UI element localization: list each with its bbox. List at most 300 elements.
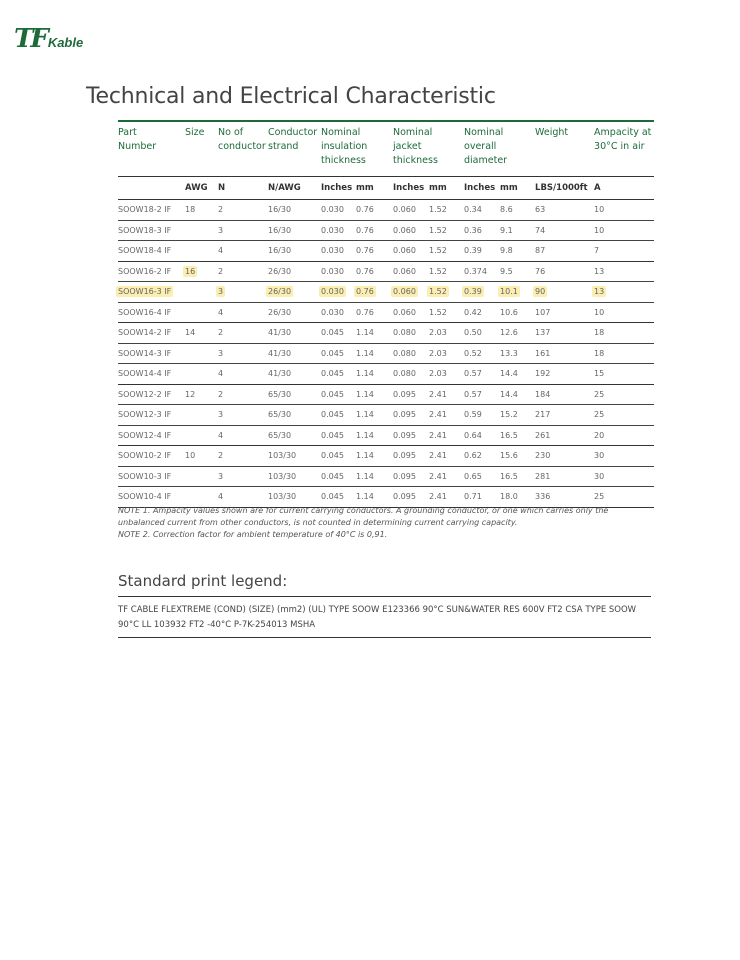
table-cell [321, 261, 356, 282]
table-cell [594, 466, 654, 487]
unit-cell: AWG [185, 176, 218, 200]
cell-value: 0.030 [321, 266, 344, 276]
note-2: NOTE 2. Correction factor for ambient temperature of 40°C is 0,91. [118, 530, 388, 539]
table-cell [393, 281, 429, 302]
cell-value: 41/30 [268, 328, 292, 338]
cell-value: 2.41 [429, 471, 447, 481]
table-cell [393, 240, 429, 261]
cell-value: 16/30 [268, 225, 292, 235]
table-cell [594, 200, 654, 220]
table-cell [268, 261, 321, 282]
cell-value: 0.030 [321, 246, 344, 256]
cell-value: 90 [535, 287, 546, 297]
table-cell [429, 425, 464, 446]
header-line: Conductor [268, 127, 318, 138]
table-cell [218, 302, 268, 323]
table-cell [535, 302, 594, 323]
unit-cell: mm [429, 176, 464, 200]
cell-value [183, 477, 187, 479]
table-cell [118, 322, 185, 343]
table-cell [321, 425, 356, 446]
table-cell [393, 220, 429, 241]
header-no-of-conductor [218, 120, 268, 176]
table-cell [535, 343, 594, 364]
table-cell [118, 281, 185, 302]
table-cell [500, 384, 535, 405]
cell-value: 1.14 [356, 430, 374, 440]
cell-value: 74 [535, 225, 546, 235]
spec-table [118, 120, 654, 508]
logo-word: Kable [47, 35, 84, 50]
table-cell [464, 404, 500, 425]
cell-value: 9.1 [500, 225, 513, 235]
table-cell [464, 220, 500, 241]
cell-value: 0.060 [393, 246, 416, 256]
cell-value: 20 [594, 430, 605, 440]
cell-value: 230 [535, 451, 551, 461]
header-line: Nominal [464, 127, 504, 138]
table-cell [268, 445, 321, 466]
header-size [185, 120, 218, 176]
table-cell [393, 384, 429, 405]
table-cell [356, 363, 393, 384]
table-cell [535, 363, 594, 384]
cell-value: 2 [218, 328, 224, 338]
header-line: strand [268, 141, 299, 152]
cell-value: SOOW12-2 IF [118, 389, 172, 399]
cell-value: 0.39 [464, 246, 482, 256]
table-cell [268, 466, 321, 487]
cell-value: 10 [594, 225, 605, 235]
cell-value: 0.71 [464, 492, 482, 502]
cell-value: 65/30 [268, 410, 292, 420]
cell-value: 30 [594, 471, 605, 481]
cell-value: 9.8 [500, 246, 513, 256]
table-cell [500, 322, 535, 343]
cell-value: 217 [535, 410, 551, 420]
cell-value: 65/30 [268, 430, 292, 440]
table-cell [594, 261, 654, 282]
header-line: Nominal [393, 127, 433, 138]
cell-value: 25 [594, 389, 605, 399]
table-cell [321, 200, 356, 220]
cell-value: 16 [185, 266, 196, 276]
cell-value: 10.1 [500, 287, 518, 297]
cell-value [183, 415, 187, 417]
cell-value: 0.76 [356, 266, 374, 276]
table-cell [356, 220, 393, 241]
cell-value: 1.52 [429, 307, 447, 317]
legend-title: Standard print legend: [118, 572, 288, 590]
cell-value: 0.095 [393, 430, 416, 440]
cell-value: 2 [218, 205, 224, 215]
cell-value: 1.52 [429, 287, 447, 297]
table-cell [535, 425, 594, 446]
table-cell [535, 220, 594, 241]
cell-value: 65/30 [268, 389, 292, 399]
table-cell [268, 200, 321, 220]
cell-value [183, 497, 187, 499]
cell-value: 2 [218, 389, 224, 399]
cell-value: 0.080 [393, 348, 416, 358]
cell-value: 4 [218, 246, 224, 256]
table-cell [429, 220, 464, 241]
table-cell [356, 466, 393, 487]
cell-value: 1.14 [356, 348, 374, 358]
table-cell [356, 302, 393, 323]
table-cell [185, 363, 218, 384]
cell-value: SOOW16-4 IF [118, 307, 172, 317]
cell-value: SOOW16-2 IF [118, 266, 172, 276]
cell-value: 0.095 [393, 492, 416, 502]
page-title: Technical and Electrical Characteristic [86, 84, 496, 109]
cell-value: 63 [535, 205, 546, 215]
units-row [118, 176, 654, 200]
header-line: thickness [393, 155, 438, 166]
cell-value: 2.03 [429, 369, 447, 379]
cell-value: 15 [594, 369, 605, 379]
table-cell [268, 425, 321, 446]
header-line: 30°C in air [594, 141, 645, 152]
table-cell [185, 281, 218, 302]
table-cell [393, 425, 429, 446]
cell-value: 0.42 [464, 307, 482, 317]
table-cell [321, 466, 356, 487]
table-cell [429, 261, 464, 282]
table-cell [218, 384, 268, 405]
table-cell [218, 343, 268, 364]
table-cell [393, 445, 429, 466]
table-cell [118, 220, 185, 241]
table-cell [594, 302, 654, 323]
table-cell [535, 281, 594, 302]
cell-value: 16/30 [268, 246, 292, 256]
table-cell [218, 281, 268, 302]
cell-value: 14 [185, 328, 196, 338]
header-line: conductor [218, 141, 266, 152]
table-cell [185, 404, 218, 425]
table-cell [535, 240, 594, 261]
cell-value: 4 [218, 307, 224, 317]
header-line: diameter [464, 155, 508, 166]
table-cell [393, 261, 429, 282]
cell-value: 0.095 [393, 451, 416, 461]
table-cell [321, 363, 356, 384]
cell-value [183, 374, 187, 376]
cell-value [183, 313, 187, 315]
table-cell [393, 404, 429, 425]
cell-value: 103/30 [268, 492, 297, 502]
table-cell [464, 200, 500, 220]
table-row [118, 240, 654, 261]
table-cell [268, 220, 321, 241]
table-row [118, 466, 654, 487]
cell-value: 161 [535, 348, 551, 358]
table-cell [185, 302, 218, 323]
cell-value: 0.65 [464, 471, 482, 481]
table-cell [268, 343, 321, 364]
cell-value: 0.045 [321, 471, 344, 481]
table-cell [429, 363, 464, 384]
cell-value: 0.045 [321, 348, 344, 358]
cell-value: 0.045 [321, 430, 344, 440]
table-cell [356, 322, 393, 343]
table-cell [500, 302, 535, 323]
table-cell [185, 425, 218, 446]
cell-value: 0.045 [321, 389, 344, 399]
table-cell [268, 302, 321, 323]
cell-value: SOOW10-4 IF [118, 492, 172, 502]
cell-value: 0.095 [393, 410, 416, 420]
cell-value: 18.0 [500, 492, 518, 502]
table-cell [185, 466, 218, 487]
unit-cell [118, 176, 185, 200]
table-cell [118, 200, 185, 220]
cell-value: 2.03 [429, 328, 447, 338]
cell-value: 0.57 [464, 389, 482, 399]
table-cell [321, 220, 356, 241]
header-line: Ampacity at [594, 127, 652, 138]
cell-value: SOOW14-2 IF [118, 328, 172, 338]
table-cell [321, 445, 356, 466]
unit-cell: A [594, 176, 654, 200]
cell-value: 1.52 [429, 225, 447, 235]
cell-value: 13 [594, 287, 605, 297]
cell-value: 26/30 [268, 307, 292, 317]
table-cell [118, 302, 185, 323]
table-cell [429, 322, 464, 343]
cell-value: 1.14 [356, 328, 374, 338]
cell-value: 14.4 [500, 389, 518, 399]
unit-cell: Inches [464, 176, 500, 200]
table-cell [429, 302, 464, 323]
cell-value: 76 [535, 266, 546, 276]
table-cell [429, 384, 464, 405]
cell-value: 2.41 [429, 410, 447, 420]
cell-value: 26/30 [268, 266, 292, 276]
cell-value: SOOW18-3 IF [118, 225, 172, 235]
cell-value: 261 [535, 430, 551, 440]
table-cell [535, 261, 594, 282]
unit-cell: Inches [321, 176, 356, 200]
table-cell [594, 322, 654, 343]
cell-value: 2 [218, 266, 224, 276]
table-cell [185, 322, 218, 343]
table-cell [500, 343, 535, 364]
table-cell [218, 363, 268, 384]
cell-value: 15.6 [500, 451, 518, 461]
table-cell [464, 343, 500, 364]
tfkable-logo [14, 26, 83, 52]
table-cell [429, 281, 464, 302]
table-cell [535, 322, 594, 343]
cell-value: 13 [594, 266, 605, 276]
table-cell [218, 220, 268, 241]
header-line: jacket [393, 141, 422, 152]
table-cell [185, 200, 218, 220]
table-cell [594, 343, 654, 364]
table-cell [393, 200, 429, 220]
table-cell [500, 404, 535, 425]
table-cell [268, 240, 321, 261]
table-cell [429, 466, 464, 487]
table-cell [500, 261, 535, 282]
table-cell [321, 322, 356, 343]
table-cell [464, 363, 500, 384]
note-1: NOTE 1. Ampacity values shown are for current carrying conductors. A grounding conductor, or one which carries only the unbalanced current from other conductors, is not counted in determining current carrying capacity. [118, 506, 609, 527]
table-cell [218, 322, 268, 343]
table-cell [594, 281, 654, 302]
table-cell [118, 261, 185, 282]
header-nominal-jacket-thickness [393, 120, 464, 176]
table-cell [356, 384, 393, 405]
table-cell [218, 445, 268, 466]
header-nominal-insulation-thickness [321, 120, 393, 176]
cell-value: 1.14 [356, 389, 374, 399]
cell-value: 0.060 [393, 225, 416, 235]
header-line: insulation [321, 141, 368, 152]
table-cell [393, 363, 429, 384]
cell-value: SOOW10-2 IF [118, 451, 172, 461]
table-cell [393, 302, 429, 323]
table-cell [464, 466, 500, 487]
cell-value: 2.03 [429, 348, 447, 358]
cell-value: 16/30 [268, 205, 292, 215]
cell-value: 10 [594, 205, 605, 215]
cell-value: 2 [218, 451, 224, 461]
cell-value: 137 [535, 328, 551, 338]
cell-value: 0.374 [464, 266, 487, 276]
cell-value: SOOW10-3 IF [118, 471, 172, 481]
cell-value: 2.41 [429, 430, 447, 440]
table-cell [535, 200, 594, 220]
cell-value [183, 436, 187, 438]
cell-value: SOOW18-4 IF [118, 246, 172, 256]
table-cell [594, 220, 654, 241]
table-cell [393, 322, 429, 343]
table-row [118, 200, 654, 220]
header-line: Nominal [321, 127, 361, 138]
header-line: thickness [321, 155, 366, 166]
table-cell [464, 322, 500, 343]
table-cell [185, 343, 218, 364]
table-cell [429, 200, 464, 220]
table-cell [500, 363, 535, 384]
cell-value: 1.14 [356, 410, 374, 420]
cell-value: 0.060 [393, 287, 416, 297]
table-cell [218, 404, 268, 425]
table-body [118, 200, 654, 508]
table-cell [594, 445, 654, 466]
table-cell [321, 404, 356, 425]
cell-value: 1.14 [356, 471, 374, 481]
table-cell [268, 404, 321, 425]
table-cell [356, 200, 393, 220]
cell-value: 18 [185, 205, 196, 215]
table-cell [218, 240, 268, 261]
table-cell [356, 261, 393, 282]
cell-value: 10.6 [500, 307, 518, 317]
table-cell [268, 322, 321, 343]
cell-value: 1.52 [429, 246, 447, 256]
table-cell [185, 220, 218, 241]
table-cell [356, 404, 393, 425]
table-cell [500, 466, 535, 487]
cell-value: 9.5 [500, 266, 513, 276]
table-cell [356, 240, 393, 261]
table-row [118, 343, 654, 364]
header-row [118, 120, 654, 176]
unit-cell: N/AWG [268, 176, 321, 200]
cell-value: 15.2 [500, 410, 518, 420]
cell-value: 1.14 [356, 451, 374, 461]
table-cell [321, 302, 356, 323]
table-cell [464, 384, 500, 405]
table-cell [594, 240, 654, 261]
table-cell [118, 240, 185, 261]
cell-value: 0.045 [321, 492, 344, 502]
cell-value: 25 [594, 410, 605, 420]
cell-value: 14.4 [500, 369, 518, 379]
cell-value: 103/30 [268, 451, 297, 461]
unit-cell: N [218, 176, 268, 200]
cell-value: 0.34 [464, 205, 482, 215]
cell-value: 0.060 [393, 205, 416, 215]
table-row [118, 281, 654, 302]
cell-value: 0.030 [321, 307, 344, 317]
header-nominal-overall-diameter [464, 120, 535, 176]
table-cell [356, 281, 393, 302]
table-cell [500, 240, 535, 261]
unit-cell: LBS/1000ft [535, 176, 594, 200]
cell-value: 0.76 [356, 246, 374, 256]
unit-cell: mm [356, 176, 393, 200]
table-cell [500, 200, 535, 220]
cell-value: 1.52 [429, 266, 447, 276]
table-cell [218, 200, 268, 220]
cell-value: 2.41 [429, 492, 447, 502]
table-cell [356, 425, 393, 446]
table-cell [594, 425, 654, 446]
table-row [118, 425, 654, 446]
header-weight [535, 120, 594, 176]
table-cell [218, 425, 268, 446]
cell-value [183, 354, 187, 356]
cell-value: 184 [535, 389, 551, 399]
table-cell [429, 240, 464, 261]
table-cell [500, 220, 535, 241]
table-cell [464, 240, 500, 261]
table-row [118, 322, 654, 343]
cell-value: SOOW18-2 IF [118, 205, 172, 215]
cell-value: SOOW12-4 IF [118, 430, 172, 440]
table-cell [500, 445, 535, 466]
header-line: Part [118, 127, 137, 138]
table-cell [218, 261, 268, 282]
table-cell [535, 384, 594, 405]
cell-value: 8.6 [500, 205, 513, 215]
table-row [118, 302, 654, 323]
table-cell [393, 343, 429, 364]
cell-value: 13.3 [500, 348, 518, 358]
cell-value: 0.76 [356, 287, 374, 297]
cell-value: 3 [218, 287, 224, 297]
cell-value: 12.6 [500, 328, 518, 338]
table-cell [594, 404, 654, 425]
table-cell [185, 240, 218, 261]
cell-value: 4 [218, 430, 224, 440]
logo-mark: TF [14, 24, 46, 54]
